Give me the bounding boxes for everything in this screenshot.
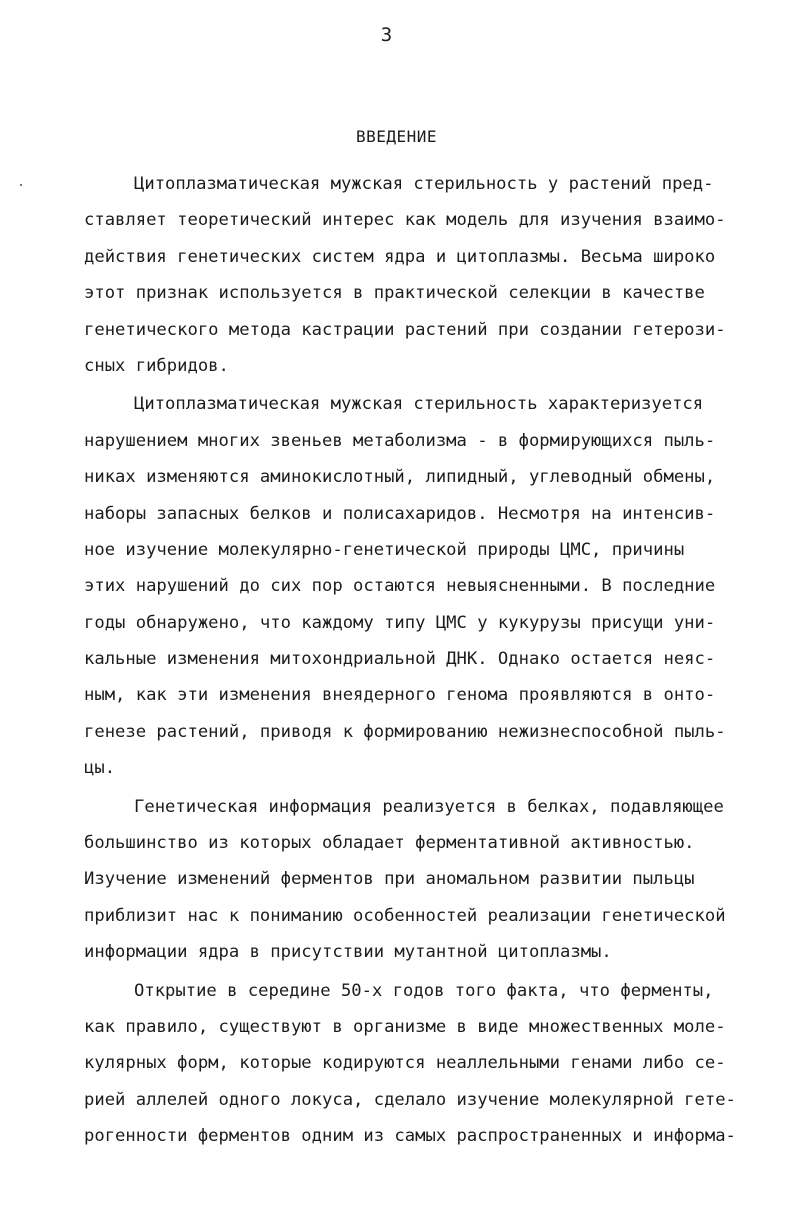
margin-mark: [20, 184, 22, 186]
text-line: нарушением многих звеньев метаболизма - в формирующихся пыль-: [84, 430, 716, 451]
text-line: Открытие в середине 50-х годов того факта, что ферменты,: [134, 980, 714, 1001]
paragraph-3: [84, 789, 750, 971]
text-line: цы.: [84, 758, 116, 779]
text-body: [84, 166, 750, 1155]
text-line: Цитоплазматическая мужская стерильность характеризуется: [134, 394, 704, 415]
text-line: наборы запасных белков и полисахаридов. Несмотря на интенсив-: [84, 503, 716, 524]
paragraph-1: [84, 166, 750, 384]
text-line: рогенности ферментов одним из самых распространенных и информа-: [84, 1126, 736, 1147]
text-line: генезе растений, приводя к формированию нежизнеспособной пыль-: [84, 721, 726, 742]
text-line: ное изучение молекулярно-генетической природы ЦМС, причины: [84, 539, 685, 560]
text-line: ставляет теоретический интерес как модель для изучения взаимо-: [84, 210, 726, 231]
text-line: никах изменяются аминокислотный, липидный, углеводный обмены,: [84, 467, 716, 488]
text-line: большинство из которых обладает ферментативной активностью.: [84, 833, 695, 854]
text-line: этих нарушений до сих пор остаются невыясненными. В последние: [84, 576, 716, 597]
text-line: как правило, существуют в организме в виде множественных моле-: [84, 1016, 726, 1037]
text-line: действия генетических систем ядра и цитоплазмы. Весьма широко: [84, 246, 716, 267]
text-line: Генетическая информация реализуется в белках, подавляющее: [134, 796, 724, 817]
paragraph-2: [84, 386, 750, 786]
section-heading: ВВЕДЕНИЕ: [355, 127, 438, 146]
paragraph-4: [84, 973, 750, 1155]
text-line: ным, как эти изменения внеядерного генома проявляются в онто-: [84, 685, 716, 706]
text-line: сных гибридов.: [84, 355, 229, 376]
text-line: кальные изменения митохондриальной ДНК. Однако остается неяс-: [84, 649, 716, 670]
text-line: годы обнаружено, что каждому типу ЦМС у кукурузы присущи уни-: [84, 612, 716, 633]
text-line: приблизит нас к пониманию особенностей реализации генетической: [84, 905, 726, 926]
text-line: Цитоплазматическая мужская стерильность у растений пред-: [134, 174, 714, 194]
text-line: информации ядра в присутствии мутантной цитоплазмы.: [84, 942, 612, 963]
page-number: 3: [380, 24, 393, 46]
text-line: рией аллелей одного локуса, сделало изучение молекулярной гете-: [84, 1089, 736, 1110]
text-line: этот признак используется в практической селекции в качестве: [84, 283, 705, 304]
text-line: Изучение изменений ферментов при аномальном развитии пыльцы: [84, 869, 695, 890]
text-line: кулярных форм, которые кодируются неаллельными генами либо се-: [84, 1053, 726, 1074]
text-line: генетического метода кастрации растений при создании гетерози-: [84, 319, 726, 340]
